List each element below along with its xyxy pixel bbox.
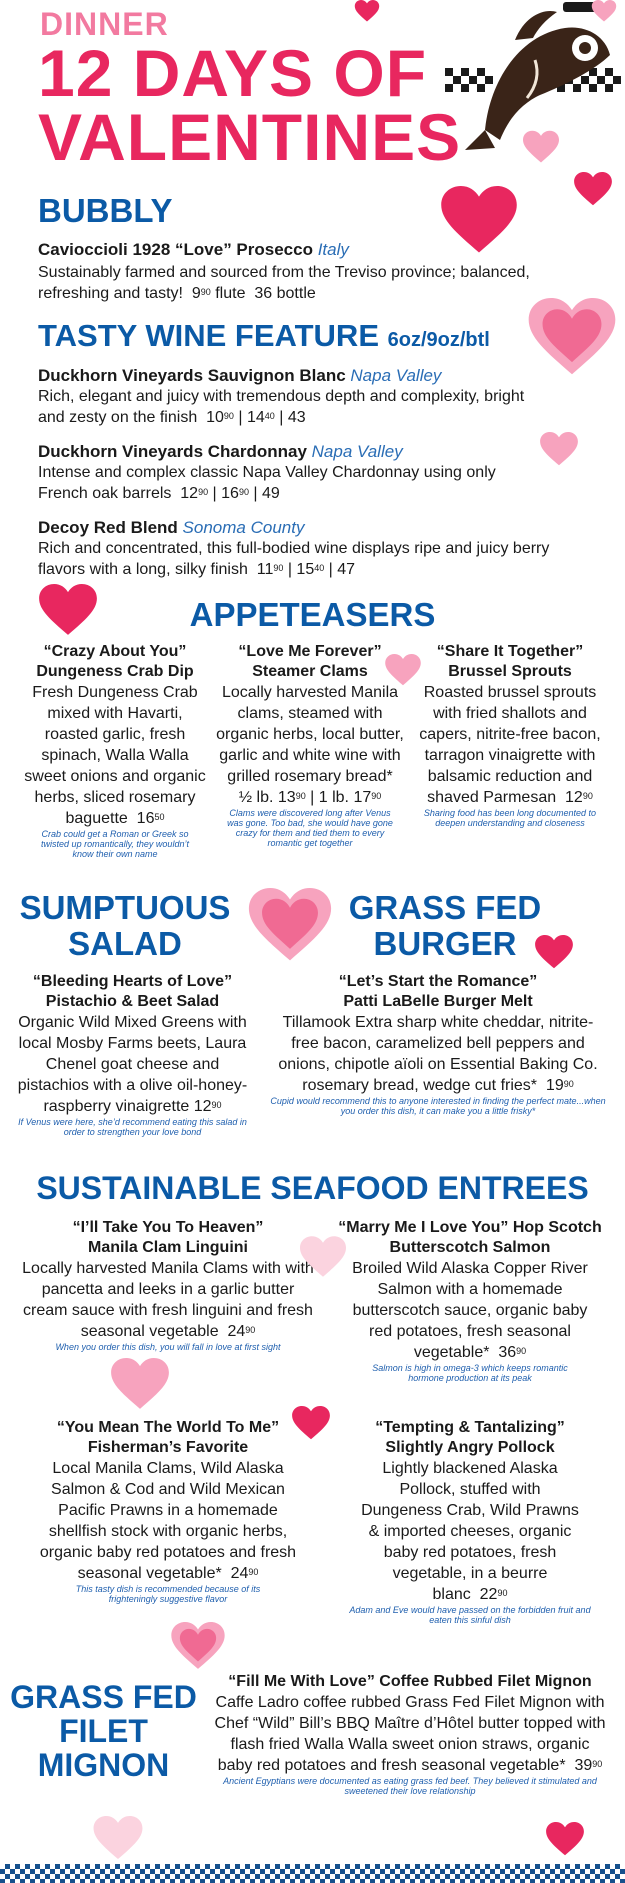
item-name: Slightly Angry Pollock (385, 1439, 555, 1456)
item-note: If Venus were here, she’d recommend eating this salad in order to strengthen your love bond (18, 1117, 247, 1137)
filet-heading-line3: MIGNON (37, 1747, 170, 1783)
filet-heading-line1: GRASS FED (10, 1679, 197, 1715)
salad-heading-line1: SUMPTUOUS (19, 889, 231, 926)
item-quote: “Let’s Start the Romance” (338, 973, 538, 990)
item-price: 22 (479, 1586, 498, 1603)
wine-price-6oz: 10 (206, 409, 224, 426)
item-price: 16 (136, 810, 155, 827)
burger-heading-line1: GRASS FED (348, 889, 542, 926)
wine-sizes: 6oz/9oz/btl (387, 329, 490, 351)
wine-desc: Intense and complex classic Napa Valley Chardonnay using only French oak barrels (38, 464, 496, 502)
item-note: Clams were discovered long after Venus was gone. Too bad, she would have gone crazy for them and tied them to every romantic get together (227, 808, 393, 848)
burger-heading (330, 890, 560, 962)
salad-heading-line2: SALAD (68, 925, 182, 962)
salad-heading (10, 890, 240, 962)
item-price-half-cents: 90 (295, 791, 306, 801)
wine-name: Decoy Red Blend (38, 518, 178, 537)
item-price-half: ½ lb. 13 (238, 789, 296, 806)
item-name: Pistachio & Beet Salad (45, 993, 220, 1010)
item-note: Crab could get a Roman or Greek so twisted up romantically, they wouldn’t know their own name (41, 829, 189, 859)
wine-price-9oz-cents: 40 (314, 563, 325, 573)
item-price-cents: 90 (582, 791, 593, 801)
wine-price-9oz: 16 (221, 485, 239, 502)
item-price-cents: 90 (516, 1346, 527, 1356)
item-name: “Fill Me With Love” Coffee Rubbed Filet Mignon (228, 1673, 592, 1690)
burger-heading-line2: BURGER (373, 925, 517, 962)
appeteaser-steamer-clams (215, 642, 405, 848)
checker-border (0, 1864, 625, 1883)
item-desc: Lightly blackened Alaska Pollock, stuffed with Dungeness Crab, Wild Prawns & imported cheeses, organic baby red potatoes, fresh vegetable, in a beurre blanc (361, 1460, 579, 1603)
appeteaser-brussel-sprouts (410, 642, 610, 828)
item-desc: Roasted brussel sprouts with fried shallots and capers, nitrite-free bacon, tarragon vinaigrette with balsamic reduction and shaved Parmesan (419, 684, 601, 806)
item-note: Adam and Eve would have passed on the forbidden fruit and eaten this sinful dish (349, 1605, 591, 1625)
seafood-fishermans-favorite (18, 1418, 318, 1604)
bubbly-description (38, 262, 558, 304)
seafood-linguini (18, 1218, 318, 1352)
wine-origin: Sonoma County (182, 518, 305, 537)
item-desc: Organic Wild Mixed Greens with local Mosby Farms beets, Laura Chenel goat cheese and pistachios with a olive oil-honey-raspberry vinaigrette (17, 1014, 248, 1115)
item-desc: Broiled Wild Alaska Copper River Salmon with a homemade butterscotch sauce, organic baby red potatoes, fresh seasonal vegetable* (352, 1260, 588, 1361)
bubbly-name: Cavioccioli 1928 “Love” Prosecco (38, 240, 313, 259)
item-price: 12 (565, 789, 583, 806)
heart-icon (523, 130, 559, 164)
item-quote: “Marry Me I Love You” Hop Scotch (338, 1219, 602, 1236)
wine-name: Duckhorn Vineyards Chardonnay (38, 442, 307, 461)
item-desc: Locally harvested Manila clams, steamed with organic herbs, local butter, garlic and white wine with grilled rosemary bread* (216, 684, 404, 785)
item-quote: “You Mean The World To Me” (56, 1419, 280, 1436)
title-line-1: 12 DAYS OF (38, 36, 428, 110)
wine-price-6oz-cents: 90 (273, 563, 284, 573)
item-price-cents: 90 (245, 1325, 256, 1335)
wine-price-6oz: 11 (256, 561, 274, 578)
bubbly-heading: BUBBLY (38, 192, 173, 229)
item-desc: Caffe Ladro coffee rubbed Grass Fed Filet Mignon with Chef “Wild” Bill’s BBQ Maître d’Hôtel butter topped with flash fried Walla Walla sweet onion straws, organic baby red potatoes and fresh seasonal vegetable* (214, 1694, 606, 1774)
bubbly-flute-label: flute (215, 285, 246, 302)
heart-icon (93, 1816, 143, 1860)
item-price-full: | 1 lb. 17 (305, 789, 372, 806)
bubbly-origin: Italy (317, 240, 349, 259)
item-name: Brussel Sprouts (448, 663, 572, 680)
wine-price-9oz: 15 (296, 561, 315, 578)
item-note: This tasty dish is recommended because of its frighteningly suggestive flavor (75, 1584, 261, 1604)
wine-price-9oz-cents: 40 (264, 411, 275, 421)
item-name: Steamer Clams (252, 663, 368, 680)
heart-icon (574, 172, 612, 206)
bubbly-price-flute: 9 (191, 285, 201, 302)
item-price: 36 (498, 1344, 517, 1361)
bubbly-desc-text: Sustainably farmed and sourced from the Treviso province; balanced, refreshing and tasty! (38, 264, 530, 302)
item-name: Patti LaBelle Burger Melt (343, 993, 533, 1010)
item-price: 24 (227, 1323, 246, 1340)
bubbly-price-flute-cents: 90 (200, 287, 211, 297)
filet-heading-line2: FILET (59, 1713, 148, 1749)
item-name: Dungeness Crab Dip (36, 663, 194, 680)
item-price-cents: 90 (592, 1759, 603, 1769)
item-desc: Locally harvested Manila Clams with with pancetta and leeks in a garlic butter cream sauce with fresh linguini and fresh seasonal vegetable (22, 1260, 314, 1340)
heart-icon (586, 0, 622, 22)
wine-price-btl: 49 (262, 485, 280, 502)
item-note: Cupid would recommend this to anyone interested in finding the perfect mate...when you order this dish, it can make you a little frisky* (270, 1096, 606, 1116)
item-note: When you order this dish, you will fall in love at first sight (55, 1342, 281, 1352)
heart-icon (350, 0, 384, 22)
bubbly-item-name (38, 240, 349, 260)
title-line-2: VALENTINES (38, 100, 462, 174)
item-quote: “Bleeding Hearts of Love” (32, 973, 233, 990)
filet-item (205, 1672, 615, 1796)
wine-price-9oz-cents: 90 (238, 487, 249, 497)
item-desc: Tillamook Extra sharp white cheddar, nitrite-free bacon, caramelized bell peppers and onions, chipotle aïoli on Essential Baking Co. rosemary bread, wedge cut fries* (278, 1014, 598, 1094)
wine-item-3: Decoy Red Blend Sonoma County Rich and concentrated, this full-bodied wine displays ripe and juicy berry flavors with a long, silky finish $11^{90}$ | $15^{40}$ | 47 (38, 518, 550, 578)
item-note: Sharing food has been long documented to deepen understanding and closeness (423, 808, 597, 828)
item-quote: “Crazy About You” (43, 643, 187, 660)
item-note: Ancient Egyptians were documented as eating grass fed beef. They believed it stimulated and sweetened their love relationship (223, 1776, 597, 1796)
wine-price-6oz-cents: 90 (198, 487, 209, 497)
appeteaser-crab-dip (20, 642, 210, 859)
wine-price-6oz: 12 (180, 485, 199, 502)
wine-price-btl: 43 (287, 409, 306, 426)
heart-icon (170, 1622, 226, 1670)
item-price-full-cents: 90 (371, 791, 382, 801)
heart-icon (110, 1358, 170, 1410)
item-quote: “Tempting & Tantalizing” (375, 1419, 565, 1436)
heart-icon (248, 888, 332, 962)
wine-origin: Napa Valley (350, 366, 442, 385)
burger-item (268, 972, 608, 1116)
salad-item (10, 972, 255, 1137)
item-desc: Local Manila Clams, Wild Alaska Salmon & Cod and Wild Mexican Pacific Prawns in a homemade shellfish stock with organic herbs, organic baby red potatoes and fresh seasonal vegetable* (39, 1460, 297, 1582)
dinner-kicker: DINNER (40, 6, 169, 42)
item-name: Manila Clam Linguini (87, 1239, 248, 1256)
seafood-pollock (340, 1418, 600, 1625)
wine-desc: Rich and concentrated, this full-bodied wine displays ripe and juicy berry flavors with a long, silky finish (38, 540, 550, 578)
item-quote: “Share It Together” (436, 643, 584, 660)
wine-heading (38, 318, 490, 354)
seafood-heading: SUSTAINABLE SEAFOOD ENTREES (36, 1170, 589, 1206)
item-price: 12 (193, 1098, 212, 1115)
heart-icon (440, 186, 518, 254)
item-name: Butterscotch Salmon (389, 1239, 551, 1256)
item-quote: “Love Me Forever” (238, 643, 382, 660)
item-price-cents: 90 (248, 1567, 259, 1577)
filet-heading (6, 1680, 201, 1782)
item-price: 24 (230, 1565, 249, 1582)
heart-icon (385, 654, 421, 686)
wine-name: Duckhorn Vineyards Sauvignon Blanc (38, 366, 346, 385)
item-quote: “I’ll Take You To Heaven” (72, 1219, 264, 1236)
heart-icon (535, 935, 573, 969)
item-price: 39 (574, 1757, 593, 1774)
wine-price-9oz: 14 (246, 409, 265, 426)
bubbly-bottle-label: bottle (276, 285, 316, 302)
item-price-cents: 50 (154, 812, 165, 822)
item-price: 19 (545, 1077, 564, 1094)
wine-price-6oz-cents: 90 (223, 411, 234, 421)
wine-origin: Napa Valley (311, 442, 403, 461)
appeteasers-heading: APPETEASERS (189, 596, 436, 633)
wine-item-1: Duckhorn Vineyards Sauvignon Blanc Napa Valley Rich, elegant and juicy with tremendous depth and complexity, bright and zesty on the finish $10^{90}$ | $14^{40}$ | 43 (38, 366, 525, 426)
wine-desc: Rich, elegant and juicy with tremendous depth and complexity, bright and zesty on the finish (38, 388, 525, 426)
wine-price-btl: 47 (337, 561, 356, 578)
bubbly-price-bottle: 36 (254, 285, 273, 302)
heart-icon (540, 432, 578, 466)
item-price-cents: 90 (563, 1079, 574, 1089)
item-price-cents: 90 (211, 1100, 222, 1110)
wine-heading-text: TASTY WINE FEATURE (38, 318, 379, 353)
heart-icon (545, 1822, 585, 1856)
heart-icon (527, 298, 617, 376)
item-desc: Fresh Dungeness Crab mixed with Havarti, roasted garlic, fresh spinach, Walla Walla sweet onions and organic herbs, sliced rosemary baguette (24, 684, 206, 827)
item-name: Fisherman’s Favorite (87, 1439, 249, 1456)
item-note: Salmon is high in omega-3 which keeps romantic hormone production at its peak (372, 1363, 568, 1383)
wine-item-2: Duckhorn Vineyards Chardonnay Napa Valley Intense and complex classic Napa Valley Chardonnay using only French oak barrels $12^{90}$ | $16^{90}$ | 49 (38, 442, 496, 502)
seafood-salmon (330, 1218, 610, 1383)
item-price-cents: 90 (497, 1588, 508, 1598)
